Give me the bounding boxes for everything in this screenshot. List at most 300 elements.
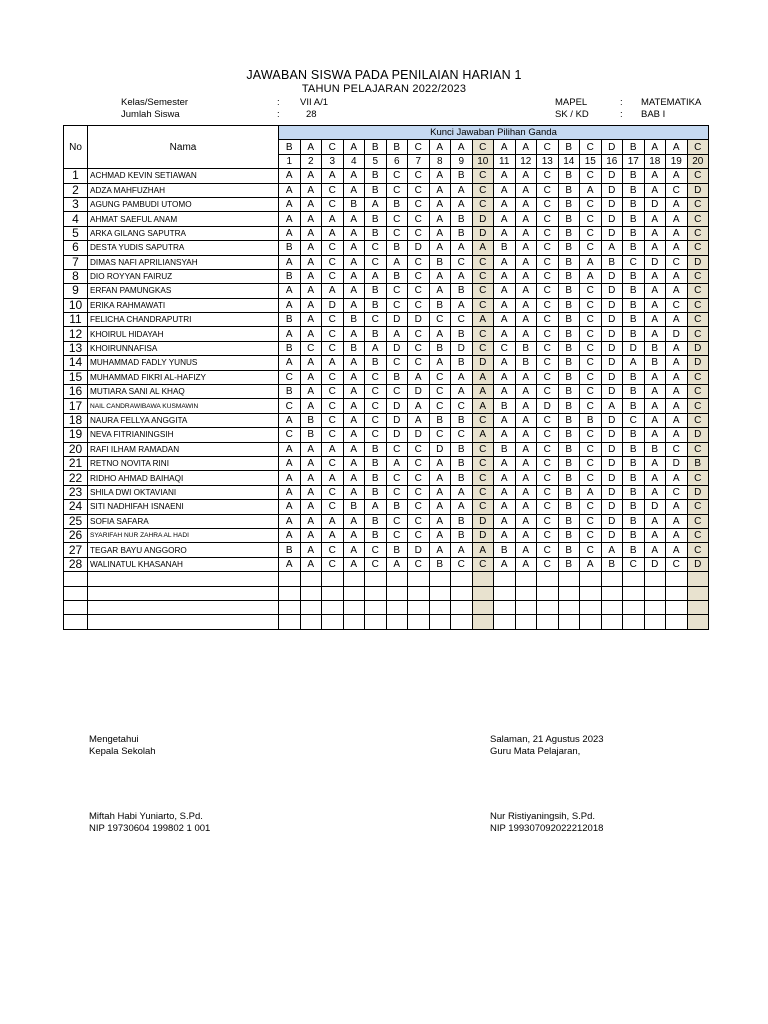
question-number-cell: 3 [322,154,344,168]
answer-cell: C [408,514,430,528]
answer-cell: B [558,485,580,499]
answer-cell: C [687,514,709,528]
answer-cell: A [494,183,516,197]
empty-cell [451,615,473,629]
student-row [64,500,709,514]
answer-cell: A [279,456,301,470]
answer-cell: B [623,241,645,255]
empty-cell [644,600,666,614]
answer-cell: A [515,428,537,442]
empty-cell [515,586,537,600]
empty-cell [687,572,709,586]
student-row [64,255,709,269]
answer-cell: D [601,413,623,427]
answer-cell: B [429,298,451,312]
empty-cell [300,586,322,600]
answer-cell: B [644,356,666,370]
answer-cell: A [644,370,666,384]
answer-cell: B [451,169,473,183]
answer-cell: A [494,298,516,312]
answer-cell: A [666,212,688,226]
answer-cell: D [472,226,494,240]
answer-key-cell: A [644,140,666,154]
answer-cell: C [666,485,688,499]
answer-cell: C [429,313,451,327]
answer-cell: D [687,255,709,269]
student-name: AHMAT SAEFUL ANAM [88,212,279,226]
answer-cell: A [644,543,666,557]
answer-key-cell: A [494,140,516,154]
answer-cell: D [322,298,344,312]
answer-cell: D [687,183,709,197]
answer-cell: B [623,500,645,514]
answer-cell: B [365,183,387,197]
answer-cell: C [429,399,451,413]
answer-cell: C [537,341,559,355]
answer-cell: A [365,500,387,514]
answer-cell: B [558,399,580,413]
answer-cell: B [494,543,516,557]
answer-cell: B [558,183,580,197]
answer-cell: B [644,442,666,456]
answer-cell: D [601,370,623,384]
empty-cell [537,572,559,586]
answer-cell: A [666,356,688,370]
answer-cell: A [515,183,537,197]
student-row [64,183,709,197]
answer-cell: A [494,269,516,283]
answer-cell: D [601,269,623,283]
answer-cell: A [644,183,666,197]
answer-cell: C [580,169,602,183]
answer-cell: C [472,298,494,312]
answer-cell: C [537,514,559,528]
answer-cell: A [451,183,473,197]
answer-cell: A [515,169,537,183]
empty-cell [279,572,301,586]
answer-cell: A [343,514,365,528]
student-row [64,269,709,283]
mapel-colon: : [620,97,623,108]
footer-guru-label: Guru Mata Pelajaran, [490,746,581,757]
answer-cell: B [300,428,322,442]
answer-cell: C [365,370,387,384]
answer-key-cell: C [322,140,344,154]
answer-cell: B [687,456,709,470]
answer-cell: A [408,370,430,384]
answer-cell: A [580,255,602,269]
answer-cell: B [451,212,473,226]
question-number-cell: 10 [472,154,494,168]
answer-cell: B [558,413,580,427]
answer-cell: B [365,284,387,298]
answer-cell: A [472,241,494,255]
answer-key-cell: C [537,140,559,154]
answer-cell: C [322,241,344,255]
empty-cell [322,600,344,614]
answer-cell: A [494,169,516,183]
answer-cell: A [644,269,666,283]
answer-cell: C [580,528,602,542]
answer-cell: A [515,456,537,470]
answer-cell: C [408,183,430,197]
answer-cell: B [623,528,645,542]
answer-cell: C [687,313,709,327]
answer-cell: C [580,241,602,255]
answer-cell: B [386,197,408,211]
empty-cell [429,572,451,586]
answer-cell: A [429,471,451,485]
answer-cell: B [623,471,645,485]
student-number: 26 [64,528,88,542]
answer-cell: B [494,399,516,413]
answer-cell: A [666,500,688,514]
answer-cell: A [472,370,494,384]
empty-cell [322,572,344,586]
answer-cell: C [322,399,344,413]
student-row [64,284,709,298]
question-number-cell: 16 [601,154,623,168]
answer-cell: C [322,327,344,341]
answer-cell: C [580,471,602,485]
answer-cell: B [558,528,580,542]
empty-cell [601,615,623,629]
answer-cell: A [300,241,322,255]
answer-cell: A [365,341,387,355]
answer-cell: B [365,327,387,341]
empty-cell [644,586,666,600]
answer-cell: A [279,356,301,370]
answer-cell: A [429,269,451,283]
answer-cell: A [343,212,365,226]
answer-cell: D [386,428,408,442]
student-number: 10 [64,298,88,312]
answer-cell: A [644,313,666,327]
answer-cell: A [494,557,516,571]
answer-cell: B [558,313,580,327]
answer-cell: A [343,442,365,456]
answer-key-cell: D [601,140,623,154]
student-number: 23 [64,485,88,499]
answer-cell: D [601,514,623,528]
answer-cell: D [601,197,623,211]
answer-cell: A [429,197,451,211]
answer-cell: C [537,183,559,197]
answer-cell: A [623,356,645,370]
answer-cell: A [386,255,408,269]
answer-cell: A [494,226,516,240]
answer-cell: A [300,528,322,542]
answer-cell: D [472,528,494,542]
answer-cell: C [386,528,408,542]
answer-cell: A [666,514,688,528]
answer-cell: A [451,298,473,312]
answer-cell: A [279,442,301,456]
answer-cell: C [408,442,430,456]
answer-cell: A [515,370,537,384]
answer-cell: C [580,514,602,528]
answer-cell: D [601,183,623,197]
footer-kepala-name: Miftah Habi Yuniarto, S.Pd. [89,811,203,822]
answer-cell: C [472,327,494,341]
answer-cell: B [451,528,473,542]
answer-cell: C [580,442,602,456]
answer-cell: A [494,284,516,298]
empty-cell [88,572,279,586]
student-name: RETNO NOVITA RINI [88,456,279,470]
answer-cell: A [666,370,688,384]
student-number: 9 [64,284,88,298]
answer-cell: A [343,226,365,240]
answer-cell: A [300,557,322,571]
answer-cell: B [386,370,408,384]
empty-cell [687,600,709,614]
answer-cell: C [322,500,344,514]
empty-cell [64,586,88,600]
answer-cell: A [343,528,365,542]
answer-cell: D [408,385,430,399]
answer-cell: B [365,169,387,183]
student-name: RAFI ILHAM RAMADAN [88,442,279,456]
empty-row [64,572,709,586]
answer-cell: A [343,557,365,571]
answer-cell: A [279,327,301,341]
answer-cell: A [429,169,451,183]
answer-cell: B [558,197,580,211]
answer-cell: C [386,385,408,399]
empty-cell [623,600,645,614]
empty-cell [494,572,516,586]
answer-cell: A [644,241,666,255]
answer-cell: B [365,226,387,240]
answer-cell: C [322,370,344,384]
answer-cell: B [451,514,473,528]
answer-cell: A [601,241,623,255]
answer-cell: B [279,313,301,327]
answer-cell: A [386,557,408,571]
answer-key-cell: A [451,140,473,154]
answer-cell: A [494,370,516,384]
answer-cell: D [601,456,623,470]
column-header-nama: Nama [88,126,279,169]
column-header-no: No [64,126,88,169]
answer-cell: A [666,284,688,298]
answer-cell: A [343,241,365,255]
answer-cell: B [279,269,301,283]
answer-cell: A [644,413,666,427]
answer-cell: A [644,226,666,240]
answer-cell: A [515,399,537,413]
answer-cell: D [601,471,623,485]
answer-cell: C [580,341,602,355]
answer-cell: A [666,385,688,399]
answer-cell: A [279,169,301,183]
answer-cell: C [408,169,430,183]
empty-cell [558,572,580,586]
student-row [64,456,709,470]
answer-cell: A [300,226,322,240]
answer-cell: B [451,327,473,341]
answer-cell: A [343,543,365,557]
student-number: 4 [64,212,88,226]
student-row [64,514,709,528]
answer-cell: A [494,485,516,499]
answer-cell: A [644,169,666,183]
answer-cell: C [365,557,387,571]
answer-cell: C [429,428,451,442]
answer-cell: A [644,471,666,485]
answer-key-cell: B [623,140,645,154]
student-name: DIO ROYYAN FAIRUZ [88,269,279,283]
question-number-cell: 5 [365,154,387,168]
answer-cell: B [558,442,580,456]
answer-cell: A [580,485,602,499]
answer-cell: A [515,284,537,298]
answer-cell: B [343,197,365,211]
skkd-colon: : [620,109,623,120]
answer-cell: A [515,269,537,283]
answer-cell: A [279,528,301,542]
empty-row [64,615,709,629]
answer-cell: C [472,557,494,571]
answer-cell: A [494,471,516,485]
answer-key-cell: A [515,140,537,154]
answer-cell: C [580,226,602,240]
answer-cell: C [687,241,709,255]
empty-cell [386,572,408,586]
question-number-cell: 4 [343,154,365,168]
answer-cell: D [472,212,494,226]
empty-cell [429,600,451,614]
answer-cell: C [322,543,344,557]
empty-cell [472,600,494,614]
answer-cell: C [279,399,301,413]
answer-cell: B [558,514,580,528]
answer-cell: A [343,385,365,399]
answer-cell: B [279,385,301,399]
answer-cell: A [343,327,365,341]
answer-cell: A [601,543,623,557]
answer-cell: B [558,456,580,470]
answer-cell: A [451,385,473,399]
answer-cell: A [666,543,688,557]
answer-cell: B [558,212,580,226]
answer-cell: C [580,399,602,413]
answer-cell: B [451,356,473,370]
answer-cell: A [343,399,365,413]
answer-cell: A [300,183,322,197]
empty-cell [515,572,537,586]
answer-cell: C [537,298,559,312]
answer-cell: B [623,399,645,413]
empty-cell [558,586,580,600]
student-number: 17 [64,399,88,413]
answer-cell: A [666,313,688,327]
answer-cell: A [300,456,322,470]
answer-cell: A [451,485,473,499]
answer-cell: C [687,169,709,183]
answer-cell: D [666,456,688,470]
answer-cell: C [386,298,408,312]
answer-cell: C [472,183,494,197]
answer-cell: C [537,385,559,399]
answer-cell: A [279,485,301,499]
empty-cell [322,615,344,629]
empty-cell [472,586,494,600]
answer-cell: B [365,298,387,312]
answer-cell: C [408,269,430,283]
empty-cell [365,572,387,586]
answer-cell: A [666,341,688,355]
answer-cell: A [666,471,688,485]
answer-cell: B [601,557,623,571]
answer-cell: D [601,313,623,327]
answer-cell: B [451,442,473,456]
answer-cell: A [365,269,387,283]
student-row [64,341,709,355]
answer-cell: A [343,413,365,427]
answer-cell: A [515,514,537,528]
answer-key-cell: A [666,140,688,154]
answer-cell: C [537,456,559,470]
answer-cell: D [386,313,408,327]
answer-cell: D [472,514,494,528]
kelas-colon: : [277,97,280,108]
answer-cell: C [666,557,688,571]
empty-cell [343,615,365,629]
answer-cell: A [494,385,516,399]
answer-cell: B [623,442,645,456]
answer-cell: A [300,471,322,485]
answer-cell: A [494,255,516,269]
answer-cell: C [408,456,430,470]
answer-cell: B [623,269,645,283]
answer-cell: A [644,399,666,413]
answer-cell: C [408,341,430,355]
answer-cell: D [687,485,709,499]
answer-cell: A [666,197,688,211]
answer-cell: B [558,298,580,312]
answer-cell: B [558,471,580,485]
answer-cell: C [537,370,559,384]
answer-cell: A [408,413,430,427]
answer-cell: A [279,255,301,269]
answer-cell: B [558,169,580,183]
answer-cell: D [601,284,623,298]
answer-cell: C [687,197,709,211]
answer-cell: A [322,356,344,370]
student-row [64,169,709,183]
answer-cell: C [408,485,430,499]
answer-cell: C [322,183,344,197]
answer-cell: B [386,500,408,514]
answer-cell: B [343,341,365,355]
answer-cell: C [580,197,602,211]
answer-key-cell: A [343,140,365,154]
answer-cell: C [472,471,494,485]
student-row [64,327,709,341]
empty-cell [64,615,88,629]
answer-cell: A [343,456,365,470]
answer-cell: C [322,255,344,269]
student-row [64,528,709,542]
answer-cell: D [601,226,623,240]
answer-cell: B [365,442,387,456]
answer-cell: A [279,514,301,528]
answer-cell: A [300,385,322,399]
student-row [64,399,709,413]
student-number: 28 [64,557,88,571]
